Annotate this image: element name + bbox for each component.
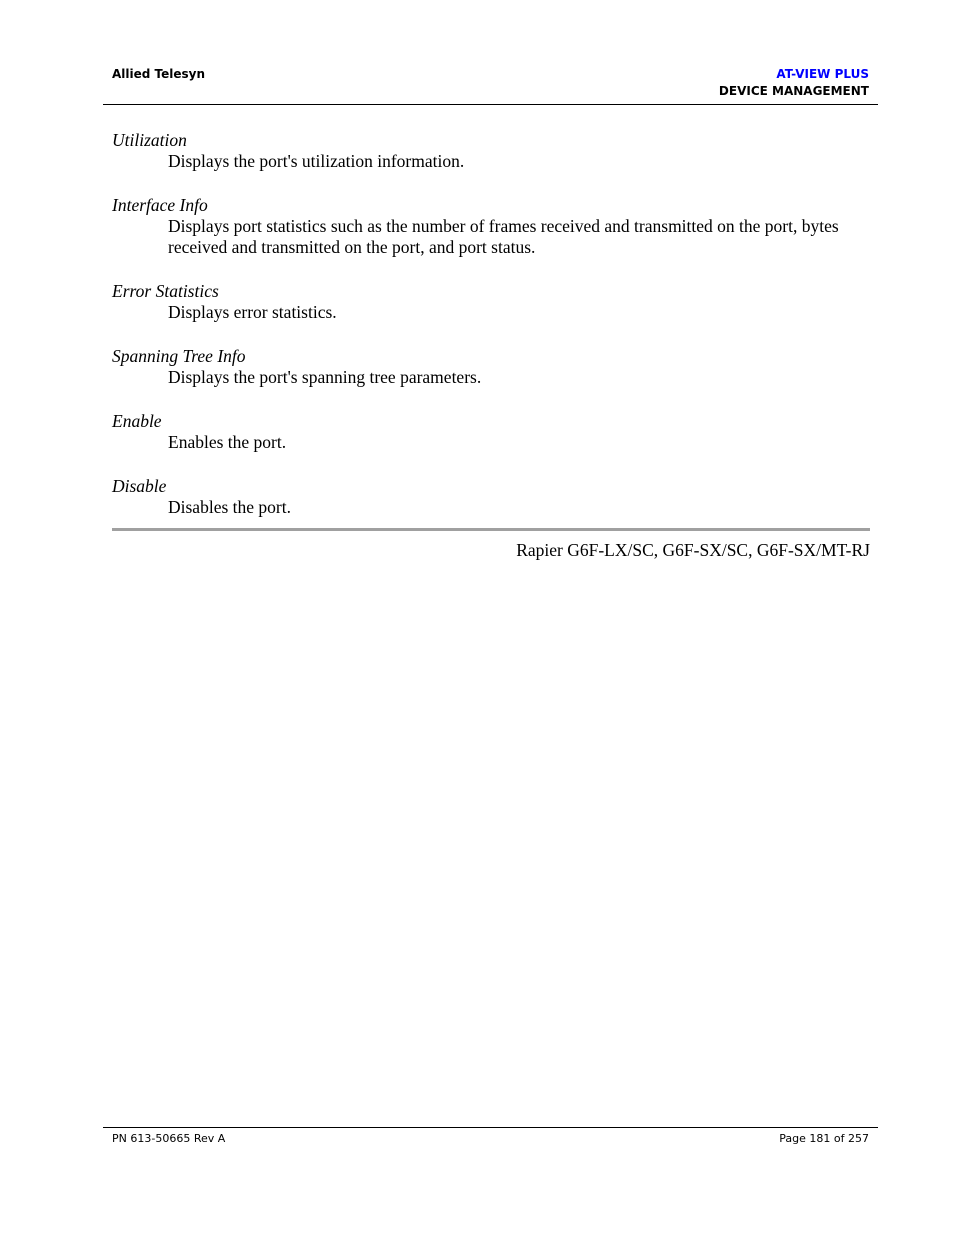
definition-term: Spanning Tree Info bbox=[112, 346, 246, 366]
footer-divider bbox=[103, 1127, 878, 1128]
company-name: Allied Telesyn bbox=[112, 67, 206, 81]
part-number: PN 613-50665 Rev A bbox=[112, 1132, 226, 1145]
definition-term: Interface Info bbox=[112, 195, 208, 215]
definition-term: Enable bbox=[112, 411, 162, 431]
section-title: DEVICE MANAGEMENT bbox=[718, 84, 869, 98]
definition-description: Enables the port. bbox=[168, 432, 287, 452]
definition-description: Displays port statistics such as the number of frames received and transmitted on the port, bytes received and transmitted on the port, and port status. bbox=[168, 216, 839, 257]
page-number: Page 181 of 257 bbox=[779, 1132, 869, 1145]
header-title-block bbox=[719, 66, 869, 100]
definition-description: Disables the port. bbox=[168, 497, 291, 517]
definition-item-utilization bbox=[112, 130, 872, 172]
definition-item-enable bbox=[112, 411, 872, 453]
definition-term: Disable bbox=[112, 476, 167, 496]
definition-item-disable bbox=[112, 476, 872, 518]
definition-item-error-statistics bbox=[112, 281, 872, 323]
product-name: AT-VIEW PLUS bbox=[776, 67, 869, 81]
section-divider bbox=[112, 528, 870, 531]
definition-item-spanning-tree-info bbox=[112, 346, 872, 388]
definition-description: Displays the port's spanning tree parameters. bbox=[168, 367, 482, 387]
header-divider bbox=[103, 104, 878, 105]
models-line: Rapier G6F-LX/SC, G6F-SX/SC, G6F-SX/MT-RJ bbox=[516, 540, 870, 560]
definition-description: Displays the port's utilization information. bbox=[168, 151, 465, 171]
definition-description: Displays error statistics. bbox=[168, 302, 337, 322]
definition-term: Utilization bbox=[112, 130, 187, 150]
definition-item-interface-info bbox=[112, 195, 872, 258]
definition-list bbox=[112, 130, 872, 541]
definition-term: Error Statistics bbox=[112, 281, 219, 301]
